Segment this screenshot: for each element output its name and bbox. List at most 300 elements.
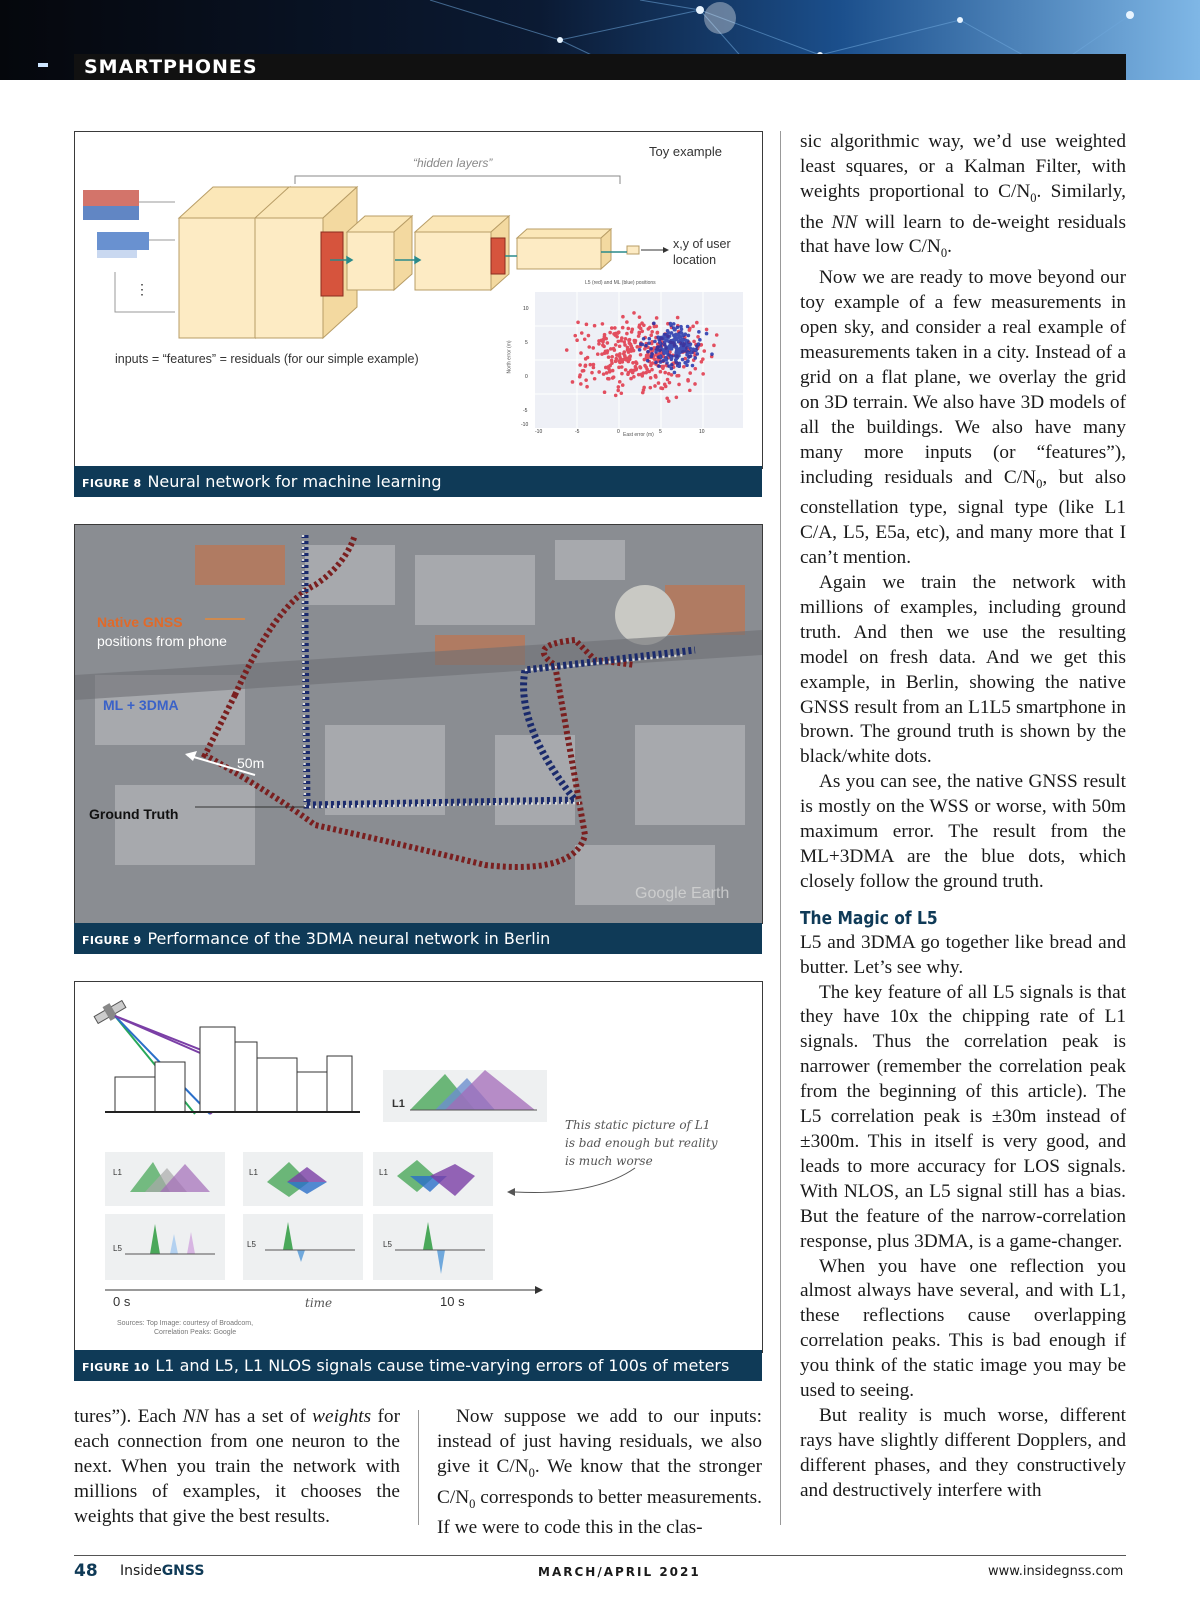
scatter-point-ml xyxy=(656,346,660,350)
scatter-point-l5 xyxy=(580,331,584,335)
text-run: . We know that the stronger C/N xyxy=(437,1455,762,1508)
scatter-point-l5 xyxy=(632,311,636,315)
scatter-point-l5 xyxy=(640,373,644,377)
scatter-point-l5 xyxy=(581,369,585,373)
scatter-point-l5 xyxy=(621,326,625,330)
scatter-point-l5 xyxy=(596,352,600,356)
scatter-point-ml xyxy=(647,341,651,345)
paragraph: L5 and 3DMA go together like bread and butter. Let’s see why. xyxy=(800,931,1126,978)
scatter-point-ml xyxy=(697,343,701,347)
scatter-point-l5 xyxy=(629,348,633,352)
scatter-point-ml xyxy=(710,352,714,356)
text-run: tures”). Each xyxy=(74,1406,183,1427)
scatter-point-ml xyxy=(705,332,709,336)
scatter-point-l5 xyxy=(573,334,577,338)
footer-rule xyxy=(74,1555,1126,1556)
scatter-point-l5 xyxy=(614,360,618,364)
section-label: SMARTPHONES xyxy=(84,56,258,78)
text-run: for each connection from one neuron to the next. When you train the network with millions of examples, it chooses the weights that give the best results. xyxy=(74,1406,400,1527)
scatter-point-ml xyxy=(674,360,678,364)
text-column-left xyxy=(74,1405,400,1530)
scatter-point-l5 xyxy=(654,374,658,378)
paragraph: Again we train the network with millions of examples, including ground truth. And then we use the resulting model on fresh data. And we get this example, in Berlin, showing the native GNSS result from an L1L5 smartphone in brown. The ground truth is shown by the black/white dots. xyxy=(800,571,1126,768)
neural-network-diagram xyxy=(75,132,762,468)
brand xyxy=(120,1563,204,1579)
text-run: , but also constellation type, signal type (like L1 C/A, L5, E5a, etc), and many more that I can’t mention. xyxy=(800,466,1126,569)
scatter-point-l5 xyxy=(625,320,629,324)
scatter-point-l5 xyxy=(618,380,622,384)
scatter-point-l5 xyxy=(601,322,605,326)
scatter-point-l5 xyxy=(659,370,663,374)
subscript: 0 xyxy=(1036,476,1043,491)
scatter-point-l5 xyxy=(633,368,637,372)
scatter-point-ml xyxy=(673,328,677,332)
scatter-point-l5 xyxy=(617,330,621,334)
scatter-point-ml xyxy=(677,364,681,368)
output-label-2: location xyxy=(673,253,717,267)
scatter-point-l5 xyxy=(677,383,681,387)
subheading: The Magic of L5 xyxy=(800,907,938,929)
scatter-point-l5 xyxy=(590,371,594,375)
paragraph xyxy=(800,130,1126,266)
scatter-title: L5 (red) and ML (blue) positions xyxy=(585,280,656,286)
scatter-point-l5 xyxy=(576,321,580,325)
scatter-point-ml xyxy=(667,331,671,335)
scatter-point-l5 xyxy=(626,346,630,350)
l5-row-label: L5 xyxy=(247,1240,256,1249)
column-divider xyxy=(418,1410,419,1525)
scatter-point-l5 xyxy=(655,316,659,320)
scatter-point-l5 xyxy=(606,341,610,345)
scatter-point-ml xyxy=(673,342,677,346)
scatter-xtick: -10 xyxy=(535,429,543,435)
google-earth-watermark: Google Earth xyxy=(635,885,730,902)
scatter-point-l5 xyxy=(584,378,588,382)
scatter-point-l5 xyxy=(624,368,628,372)
scatter-point-ml xyxy=(684,339,688,343)
scatter-point-l5 xyxy=(693,382,697,386)
l1-row-label: L1 xyxy=(249,1168,258,1177)
time-end: 10 s xyxy=(440,1294,465,1309)
brand-part: Inside xyxy=(120,1563,162,1579)
scatter-point-ml xyxy=(665,361,669,365)
text-run: sic algorithmic way, we’d use weighted least squares, or a Kalman Filter, with weights proportional to C/N xyxy=(800,131,1126,202)
scatter-point-l5 xyxy=(633,341,637,345)
scatter-point-l5 xyxy=(665,396,669,400)
scatter-point-l5 xyxy=(622,340,626,344)
scatter-point-ml xyxy=(663,358,667,362)
note-line-1: This static picture of L1 xyxy=(565,1118,711,1132)
text-run: Now we are ready to move beyond our toy example of a few measurements in open sky, and consider a real example of measurements taken in a city. Instead of a grid on a flat plane, we overlay the grid on 3D terrain. We also have 3D models of all the buildings. We also have many many more inputs (or “features”), including residuals and C/N xyxy=(800,267,1126,488)
website-url: www.insidegnss.com xyxy=(988,1564,1124,1579)
text-run: weights xyxy=(312,1406,372,1427)
scatter-point-ml xyxy=(688,346,692,350)
l5-row-label: L5 xyxy=(383,1240,392,1249)
scatter-point-l5 xyxy=(663,383,667,387)
scatter-point-ml xyxy=(650,355,654,359)
text-run: will learn to de-weight residuals that have low C/N xyxy=(800,211,1126,258)
scatter-point-l5 xyxy=(702,349,706,353)
scatter-point-l5 xyxy=(676,316,680,320)
caption-text: L1 and L5, L1 NLOS signals cause time-varying errors of 100s of meters xyxy=(155,1356,730,1375)
scatter-point-ml xyxy=(677,333,681,337)
scatter-point-l5 xyxy=(651,361,655,365)
scatter-point-l5 xyxy=(607,355,611,359)
scatter-point-l5 xyxy=(640,321,644,325)
scatter-point-l5 xyxy=(578,363,582,367)
scatter-point-l5 xyxy=(597,370,601,374)
scatter-point-ml xyxy=(687,334,691,338)
ground-truth-label: Ground Truth xyxy=(89,806,179,822)
scatter-point-ml xyxy=(689,342,693,346)
sources-line-1: Sources: Top Image: courtesy of Broadcom, xyxy=(117,1320,254,1327)
scatter-point-ml xyxy=(693,356,697,360)
scatter-point-l5 xyxy=(610,359,614,363)
scatter-point-l5 xyxy=(650,368,654,372)
scatter-point-ml xyxy=(697,330,701,334)
scatter-point-l5 xyxy=(626,327,630,331)
paragraph: The key feature of all L5 signals is that they have 10x the chipping rate of L1 signals. Thus the correlation peak is narrower (remember the correlation peak from the beginning of this article). The L5 correlation peak is ±30m instead of ±300m. This in itself is very good, and leads to more accuracy for LOS signals. With NLOS, an L5 signal still has a bias. But the feature of the narrow-correlation response, plus 3DMA, is a game-changer. xyxy=(800,981,1126,1252)
scatter-point-l5 xyxy=(688,328,692,332)
scatter-point-l5 xyxy=(666,378,670,382)
scatter-point-l5 xyxy=(650,330,654,334)
scatter-point-l5 xyxy=(628,341,632,345)
brand-part: GNSS xyxy=(161,1563,205,1579)
scatter-point-l5 xyxy=(653,384,657,388)
text-run: . xyxy=(947,236,952,258)
text-column-right xyxy=(800,130,1126,1504)
scatter-point-l5 xyxy=(588,363,592,367)
scatter-xtick: 5 xyxy=(659,429,662,435)
scatter-point-ml xyxy=(669,340,673,344)
scatter-point-l5 xyxy=(597,339,601,343)
scatter-point-l5 xyxy=(627,360,631,364)
scatter-point-l5 xyxy=(630,330,634,334)
scatter-point-ml xyxy=(677,336,681,340)
scatter-point-l5 xyxy=(621,383,625,387)
scatter-point-l5 xyxy=(584,357,588,361)
scatter-point-ml xyxy=(674,354,678,358)
positions-label: positions from phone xyxy=(97,633,227,649)
scatter-point-ml xyxy=(680,331,684,335)
scatter-point-l5 xyxy=(616,340,620,344)
scatter-point-l5 xyxy=(661,366,665,370)
scatter-point-l5 xyxy=(692,340,696,344)
scatter-point-l5 xyxy=(639,353,643,357)
scatter-point-l5 xyxy=(638,315,642,319)
scatter-point-l5 xyxy=(613,326,617,330)
scatter-point-l5 xyxy=(626,372,630,376)
scatter-point-l5 xyxy=(593,377,597,381)
scatter-point-l5 xyxy=(695,321,699,325)
scatter-point-l5 xyxy=(628,355,632,359)
scatter-point-l5 xyxy=(622,352,626,356)
scatter-point-l5 xyxy=(620,372,624,376)
scatter-point-l5 xyxy=(610,326,614,330)
scatter-point-l5 xyxy=(670,373,674,377)
paragraph xyxy=(437,1405,762,1541)
scatter-point-l5 xyxy=(615,335,619,339)
text-run: corresponds to better measurements. If we were to code this in the clas- xyxy=(437,1486,762,1539)
scatter-point-ml xyxy=(681,358,685,362)
scatter-point-ml xyxy=(646,350,650,354)
scatter-point-l5 xyxy=(677,374,681,378)
scatter-xtick: 0 xyxy=(617,429,620,435)
time-axis-label: time xyxy=(305,1296,333,1310)
scatter-point-l5 xyxy=(649,376,653,380)
scatter-point-l5 xyxy=(701,372,705,376)
scatter-point-l5 xyxy=(688,389,692,393)
figure-10-caption xyxy=(74,1350,762,1381)
scatter-point-l5 xyxy=(682,365,686,369)
scatter-point-l5 xyxy=(649,386,653,390)
time-start: 0 s xyxy=(113,1294,131,1309)
scatter-point-l5 xyxy=(705,328,709,332)
figure-9 xyxy=(74,524,763,924)
scatter-point-l5 xyxy=(632,375,636,379)
scatter-ytick: 0 xyxy=(525,374,528,380)
scatter-point-l5 xyxy=(616,389,620,393)
figure-8 xyxy=(74,131,763,469)
scatter-point-ml xyxy=(672,322,676,326)
caption-text: Performance of the 3DMA neural network in Berlin xyxy=(147,929,551,948)
scatter-point-l5 xyxy=(614,343,618,347)
text-run: NN xyxy=(182,1406,209,1427)
scatter-ytick: -5 xyxy=(523,408,528,414)
scatter-point-l5 xyxy=(579,382,583,386)
scatter-point-ml xyxy=(679,325,683,329)
scatter-point-l5 xyxy=(614,394,618,398)
scatter-point-l5 xyxy=(641,391,645,395)
text-run: has a set of xyxy=(208,1406,313,1427)
scatter-point-l5 xyxy=(587,334,591,338)
scatter-point-l5 xyxy=(648,326,652,330)
scatter-point-l5 xyxy=(601,340,605,344)
scatter-point-ml xyxy=(642,337,646,341)
scatter-point-ml xyxy=(685,353,689,357)
scatter-point-l5 xyxy=(691,325,695,329)
scatter-point-l5 xyxy=(668,381,672,385)
scatter-point-ml xyxy=(698,338,702,342)
scatter-point-l5 xyxy=(621,315,625,319)
scatter-point-ml xyxy=(686,325,690,329)
scatter-point-ml xyxy=(685,363,689,367)
note-line-2: is bad enough but reality xyxy=(565,1136,718,1150)
scatter-point-l5 xyxy=(578,375,582,379)
scatter-point-ml xyxy=(657,364,661,368)
subscript: 0 xyxy=(940,246,948,261)
berlin-aerial-map xyxy=(75,525,762,923)
text-run: . Similarly, the xyxy=(800,180,1126,233)
scatter-point-l5 xyxy=(688,371,692,375)
scatter-point-l5 xyxy=(629,344,633,348)
scatter-point-l5 xyxy=(593,324,597,328)
native-gnss-label: Native GNSS xyxy=(97,614,183,630)
scatter-ylabel: North error (m) xyxy=(506,340,513,374)
issue-date: MARCH/APRIL 2021 xyxy=(538,1565,701,1579)
scatter-point-l5 xyxy=(617,385,621,389)
scatter-point-ml xyxy=(681,337,685,341)
paragraph xyxy=(800,266,1126,571)
scatter-point-l5 xyxy=(617,359,621,363)
scatter-point-l5 xyxy=(686,379,690,383)
scatter-point-ml xyxy=(646,359,650,363)
scatter-ytick: 5 xyxy=(525,340,528,346)
figure-8-caption xyxy=(74,466,762,497)
text-run: NN xyxy=(831,211,858,233)
scale-label: 50m xyxy=(237,755,265,771)
paragraph: But reality is much worse, different rays have slightly different Dopplers, and different phases, and they constructively and destructively interfere with xyxy=(800,1404,1126,1501)
scatter-point-l5 xyxy=(625,332,629,336)
note-line-3: is much worse xyxy=(565,1154,653,1168)
sources-line-2: Correlation Peaks: Google xyxy=(154,1329,237,1336)
scatter-point-l5 xyxy=(637,334,641,338)
scatter-point-ml xyxy=(689,354,693,358)
scatter-point-l5 xyxy=(655,331,659,335)
l5-row-label: L5 xyxy=(113,1244,122,1253)
scatter-point-ml xyxy=(647,337,651,341)
scatter-point-l5 xyxy=(607,377,611,381)
scatter-point-l5 xyxy=(618,344,622,348)
scatter-point-l5 xyxy=(607,367,611,371)
scatter-point-l5 xyxy=(643,347,647,351)
scatter-point-ml xyxy=(659,345,663,349)
scatter-point-ml xyxy=(641,343,645,347)
subscript: 0 xyxy=(1030,190,1037,205)
scatter-xtick: -5 xyxy=(575,429,580,435)
paragraph: When you have one reflection you almost always have several, and with L1, these reflections cause overlapping correlation peaks. This is bad enough if you think of the static image you may be used to seeing. xyxy=(800,1255,1126,1402)
caption-text: Neural network for machine learning xyxy=(147,472,442,491)
figure-9-caption xyxy=(74,923,762,954)
page-number: 48 xyxy=(74,1561,98,1581)
scatter-point-l5 xyxy=(620,391,624,395)
figure-label: FIGURE 8 xyxy=(82,477,142,490)
paragraph: As you can see, the native GNSS result is mostly on the WSS or worse, with 50m maximum error. The result from the ML+3DMA are the blue dots, which closely follow the ground truth. xyxy=(800,771,1126,892)
scatter-point-l5 xyxy=(583,337,587,341)
figure-label: FIGURE 10 xyxy=(82,1361,150,1374)
scatter-point-l5 xyxy=(612,347,616,351)
scatter-point-l5 xyxy=(624,337,628,341)
l1-big-label: L1 xyxy=(392,1098,405,1110)
scatter-point-l5 xyxy=(612,332,616,336)
scatter-point-l5 xyxy=(592,363,596,367)
scatter-point-l5 xyxy=(571,380,575,384)
scatter-xlabel: East error (m) xyxy=(623,432,654,438)
scatter-point-l5 xyxy=(639,327,643,331)
subscript: 0 xyxy=(469,1496,476,1511)
scatter-point-ml xyxy=(694,348,698,352)
text-run: Now suppose we add to our inputs: instead of just having residuals, we also give it C/N xyxy=(437,1406,762,1477)
svg-text:⋮: ⋮ xyxy=(135,283,149,298)
scatter-point-l5 xyxy=(712,344,716,348)
text-column-middle xyxy=(437,1405,762,1541)
scatter-point-ml xyxy=(652,322,656,326)
ml-3dma-label: ML + 3DMA xyxy=(103,697,179,713)
subscript: 0 xyxy=(528,1465,535,1480)
scatter-point-l5 xyxy=(634,365,638,369)
scatter-point-l5 xyxy=(645,356,649,360)
scatter-point-l5 xyxy=(591,346,595,350)
bullet-marker xyxy=(38,63,48,67)
scatter-point-l5 xyxy=(604,366,608,370)
scatter-point-ml xyxy=(663,351,667,355)
paragraph xyxy=(74,1405,400,1530)
scatter-point-l5 xyxy=(583,364,587,368)
scatter-point-l5 xyxy=(604,349,608,353)
scatter-point-ml xyxy=(644,344,648,348)
scatter-ytick: -10 xyxy=(521,422,529,428)
scatter-point-ml xyxy=(656,335,660,339)
scatter-point-l5 xyxy=(603,390,607,394)
scatter-point-l5 xyxy=(659,386,663,390)
scatter-xtick: 10 xyxy=(699,429,705,435)
scatter-point-l5 xyxy=(649,333,653,337)
scatter-point-l5 xyxy=(587,345,591,349)
scatter-point-ml xyxy=(672,334,676,338)
inputs-label xyxy=(115,352,419,366)
scatter-point-ml xyxy=(670,367,674,371)
scatter-point-ml xyxy=(695,352,699,356)
scatter-point-ml xyxy=(638,348,642,352)
scatter-point-l5 xyxy=(675,395,679,399)
scatter-point-l5 xyxy=(715,333,719,337)
scatter-point-l5 xyxy=(612,375,616,379)
scatter-point-l5 xyxy=(601,343,605,347)
hidden-layers-label: “hidden layers” xyxy=(413,156,493,170)
l1-row-label: L1 xyxy=(113,1168,122,1177)
toy-example-label: Toy example xyxy=(649,144,722,159)
scatter-point-l5 xyxy=(638,365,642,369)
scatter-point-ml xyxy=(686,360,690,364)
scatter-point-l5 xyxy=(611,369,615,373)
scatter-point-l5 xyxy=(608,331,612,335)
scatter-point-l5 xyxy=(629,369,633,373)
scatter-point-l5 xyxy=(618,356,622,360)
scatter-point-l5 xyxy=(634,360,638,364)
scatter-point-l5 xyxy=(693,367,697,371)
scatter-point-ml xyxy=(670,357,674,361)
scatter-point-l5 xyxy=(608,364,612,368)
scatter-point-l5 xyxy=(575,338,579,342)
scatter-point-ml xyxy=(673,371,677,375)
scatter-point-l5 xyxy=(696,335,700,339)
output-label-1: x,y of user xyxy=(673,237,731,251)
scatter-point-l5 xyxy=(585,323,589,327)
scatter-point-l5 xyxy=(610,355,614,359)
scatter-point-l5 xyxy=(579,351,583,355)
scatter-point-ml xyxy=(653,340,657,344)
scatter-point-l5 xyxy=(565,348,569,352)
scatter-point-l5 xyxy=(644,365,648,369)
multipath-diagram xyxy=(75,982,762,1352)
l1-row-label: L1 xyxy=(379,1168,388,1177)
scatter-point-ml xyxy=(654,361,658,365)
scatter-point-ml xyxy=(657,355,661,359)
scatter-point-ml xyxy=(677,347,681,351)
inputs-text: inputs = “features” = residuals (for our simple example) xyxy=(115,352,419,366)
scatter-point-l5 xyxy=(700,360,704,364)
scatter-point-l5 xyxy=(620,365,624,369)
scatter-point-l5 xyxy=(628,338,632,342)
scatter-point-ml xyxy=(684,346,688,350)
scatter-point-ml xyxy=(670,363,674,367)
scatter-point-l5 xyxy=(657,381,661,385)
figure-10 xyxy=(74,981,763,1353)
scatter-point-ml xyxy=(691,364,695,368)
scatter-ytick: 10 xyxy=(523,306,529,312)
column-divider xyxy=(780,131,781,1525)
scatter-point-l5 xyxy=(585,385,589,389)
